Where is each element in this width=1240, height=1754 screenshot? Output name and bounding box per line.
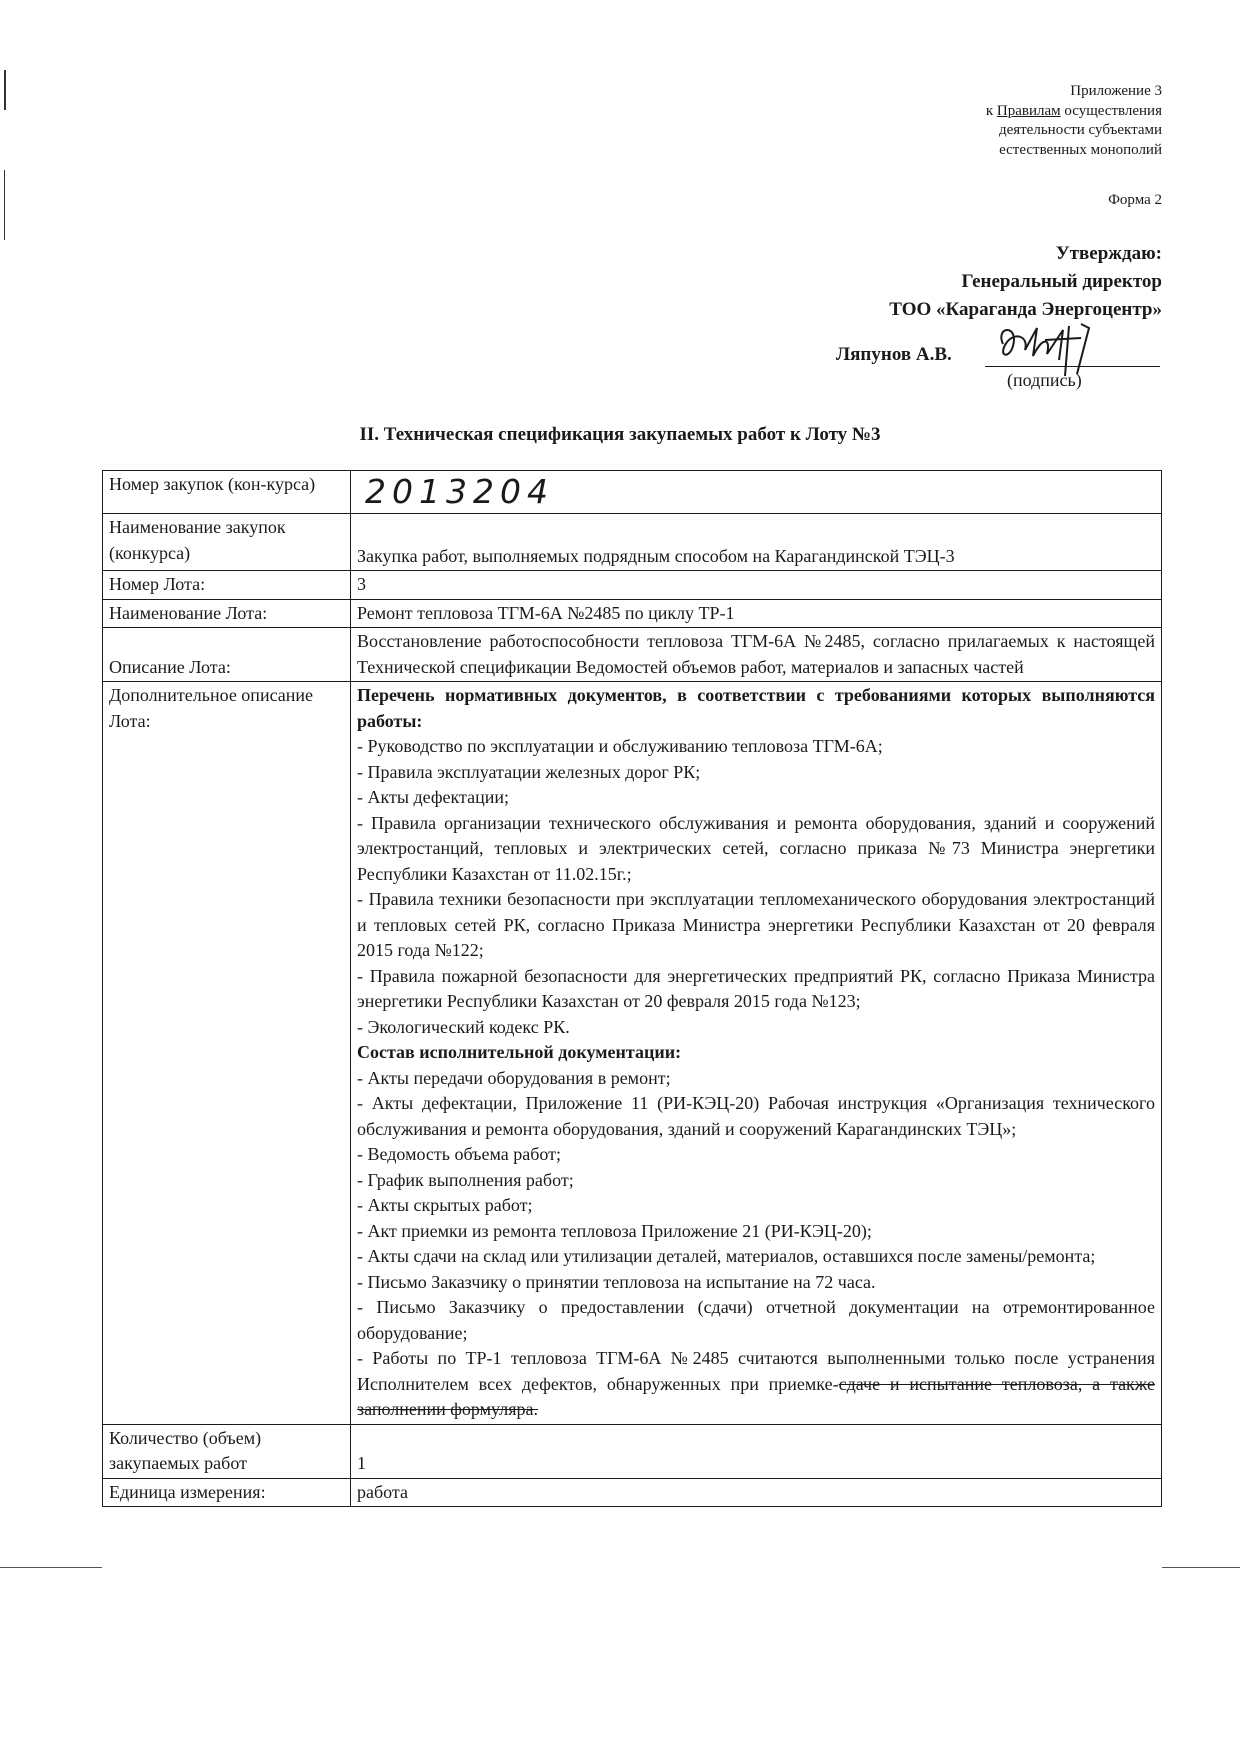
list-item: - Экологический кодекс РК. [357, 1016, 570, 1037]
row-label: Номер Лота: [103, 571, 351, 600]
execution-docs-heading: Состав исполнительной документации: [357, 1042, 682, 1062]
table-row [103, 1478, 1162, 1507]
row-label: Номер закупок (кон-курса) [103, 471, 351, 514]
appendix-line: деятельности субъектами [998, 122, 1162, 138]
document-title: II. Техническая спецификация закупаемых работ к Лоту №3 [359, 424, 881, 445]
list-item: - Ведомость объема работ; [357, 1144, 562, 1164]
list-item: - Акты дефектации, Приложение 11 (РИ-КЭЦ-20) Рабочая инструкция «Организация технического обслуживания и ремонта оборудования, зданий и сооружений Карагандинских ТЭЦ»; [357, 1093, 1155, 1139]
final-note-text: - Работы по ТР-1 тепловоза ТГМ-6А №2485 считаются выполненными только после устранения Исполнителем всех дефектов, обнаруженных при приемке- [357, 1348, 1155, 1394]
list-item: - График выполнения работ; [357, 1169, 574, 1190]
list-item: - Письмо Заказчику о принятии тепловоза на испытание на 72 часа. [357, 1271, 876, 1292]
list-item [357, 1346, 1155, 1423]
table-row [103, 571, 1162, 600]
table-row [103, 1424, 1162, 1478]
scan-fold-line [1162, 1567, 1240, 1568]
appendix-line: Приложение 3 [1070, 83, 1162, 99]
list-item: - Письмо Заказчику о предоставлении (сдачи) отчетной документации на отремонтированное оборудование; [357, 1297, 1155, 1343]
purchase-number-handwritten: 2013204 [365, 472, 554, 511]
row-value: работа [351, 1478, 1162, 1507]
list-item: - Акты скрытых работ; [357, 1195, 533, 1215]
scan-fold-line [0, 1567, 102, 1568]
list-item: - Правила эксплуатации железных дорог РК; [357, 761, 701, 782]
appendix-line: естественных монополий [999, 141, 1162, 158]
row-label: Количество (объем) закупаемых работ [103, 1424, 351, 1478]
scan-margin-mark [4, 70, 6, 110]
row-value: 3 [351, 571, 1162, 600]
scan-margin-mark [4, 170, 5, 240]
list-item: - Акты дефектации; [357, 787, 509, 807]
rules-link-text: Правилам [996, 102, 1061, 119]
row-label: Описание Лота: [103, 628, 351, 682]
approver-position: Генеральный директор [961, 271, 1162, 292]
row-value [351, 471, 1162, 514]
specification-table [102, 470, 1162, 1507]
list-item: - Правила техники безопасности при эксплуатации тепломеханического оборудования электростанций и тепловых сетей РК, согласно Приказа Министра энергетики Республики Казахстан от 20 февраля 2015 года №122; [357, 889, 1155, 960]
appendix-suffix: осуществления [1060, 102, 1162, 119]
list-item: - Акты сдачи на склад или утилизации деталей, материалов, оставшихся после замены/ремонта; [357, 1246, 1096, 1266]
form-number: Форма 2 [1108, 192, 1162, 208]
table-row [103, 514, 1162, 571]
list-item: - Руководство по эксплуатации и обслуживанию тепловоза ТГМ-6А; [357, 736, 883, 756]
list-item: - Правила организации технического обслуживания и ремонта оборудования, зданий и сооружений электростанций, тепловых и электрических сетей, согласно приказа №73 Министра энергетики Республики Казахстан от 11.02.15г.; [357, 812, 1155, 884]
approver-company: ТОО «Караганда Энергоцентр» [889, 299, 1162, 320]
appendix-reference [986, 82, 1162, 160]
table-row [103, 471, 1162, 514]
row-value: Восстановление работоспособности тепловоза ТГМ-6А №2485, согласно прилагаемых к настоящей Технической спецификации Ведомостей объемов работ, материалов и запасных частей [351, 628, 1162, 682]
row-label: Единица измерения: [103, 1478, 351, 1507]
row-value: Ремонт тепловоза ТГМ-6А №2485 по циклу ТР-1 [351, 599, 1162, 628]
table-row [103, 682, 1162, 1425]
table-row [103, 599, 1162, 628]
table-row [103, 628, 1162, 682]
row-label: Наименование Лота: [103, 599, 351, 628]
list-item: - Правила пожарной безопасности для энергетических предприятий РК, согласно Приказа Министра энергетики Республики Казахстан от 20 февраля 2015 года №123; [357, 965, 1155, 1011]
signature-line [985, 366, 1160, 367]
approval-block [889, 240, 1162, 324]
row-label: Наименование закупок (конкурса) [103, 514, 351, 571]
normative-docs-heading: Перечень нормативных документов, в соответствии с требованиями которых выполняются работы: [357, 685, 1155, 731]
row-label: Дополнительное описание Лота: [103, 682, 351, 1425]
appendix-line [986, 102, 1162, 122]
row-value: Закупка работ, выполняемых подрядным способом на Карагандинской ТЭЦ-3 [351, 514, 1162, 571]
list-item: - Акты передачи оборудования в ремонт; [357, 1067, 671, 1088]
signer-name: Ляпунов А.В. [836, 344, 952, 365]
approval-title: Утверждаю: [1055, 243, 1162, 264]
list-item: - Акт приемки из ремонта тепловоза Приложение 21 (РИ-КЭЦ-20); [357, 1220, 872, 1241]
appendix-prefix: к [985, 102, 997, 119]
signature-caption: (подпись) [1007, 370, 1082, 390]
additional-description [351, 682, 1162, 1425]
final-note-struck-text: сдаче и испытание тепловоза, а также заполнении формуляра. [357, 1373, 1155, 1419]
row-value: 1 [351, 1424, 1162, 1478]
